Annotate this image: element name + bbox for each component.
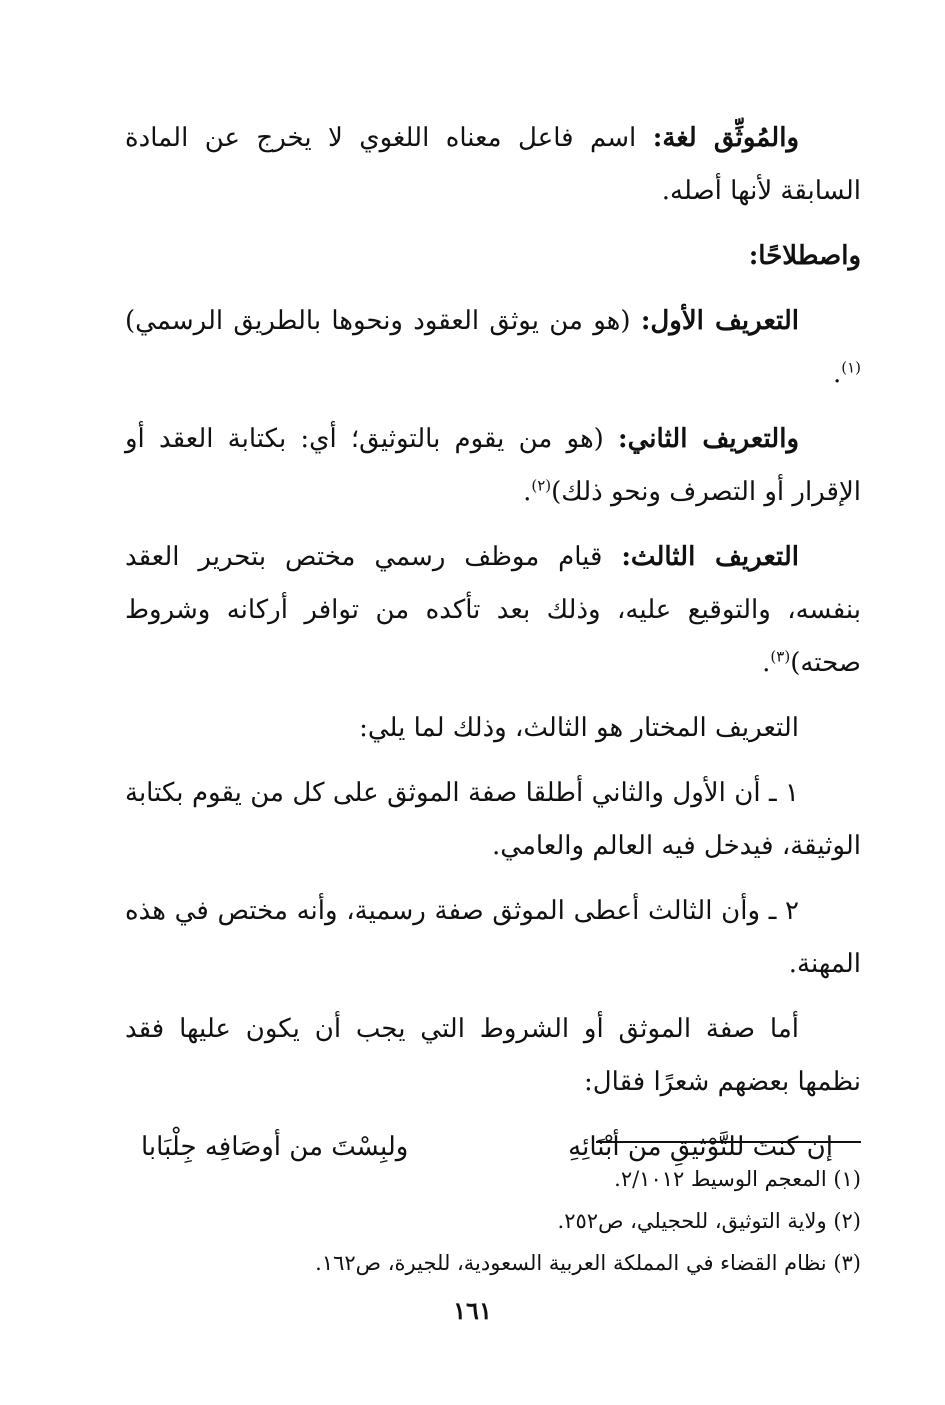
paragraph-text: ٢ ـ وأن الثالث أعطى الموثق صفة رسمية، وأنه مختص في هذه المهنة. (125, 896, 861, 979)
paragraph-text: قيام موظف رسمي مختص بتحرير العقد بنفسه، والتوقيع عليه، وذلك بعد تأكده من توافر أركانه وشروط صحته) (125, 542, 861, 678)
footnote-3: (٣) نظام القضاء في المملكة العربية السعودية، للجيرة، ص١٦٢. (315, 1251, 861, 1275)
paragraph-end: . (762, 648, 771, 678)
term-label: والتعريف الثاني: (618, 424, 800, 454)
paragraph-istilahan (125, 230, 861, 283)
footnote-ref: (١) (841, 358, 861, 377)
term-label: والمُوثِّق لغة: (652, 123, 800, 153)
term-label: التعريف الثالث: (621, 542, 799, 572)
verse-second-hemistich: ولبِسْتَ من أوصَافِه جِلْبَابا (141, 1132, 409, 1162)
section-heading: واصطلاحًا: (748, 241, 861, 271)
paragraph-reason-2 (125, 885, 861, 991)
paragraph-text: التعريف المختار هو الثالث، وذلك لما يلي: (359, 713, 799, 743)
paragraph-definition-2 (125, 413, 861, 519)
page-number: ١٦١ (453, 1296, 492, 1325)
paragraph-definition-1 (125, 295, 861, 401)
footnote-2: (٢) ولاية التوثيق، للحجيلي، ص٢٥٢. (557, 1209, 861, 1233)
paragraph-end: . (523, 477, 532, 507)
paragraph-reason-1 (125, 767, 861, 873)
paragraph-poem-intro (125, 1003, 861, 1109)
footnote-ref: (٣) (770, 647, 791, 666)
main-text (125, 112, 861, 1174)
paragraph-text: (هو من يوثق العقود ونحوها بالطريق الرسمي) (125, 306, 631, 336)
paragraph-text: (هو من يقوم بالتوثيق؛ أي: بكتابة العقد أو الإقرار أو التصرف ونحو ذلك) (125, 424, 861, 507)
paragraph-end: . (832, 359, 842, 389)
paragraph-definition-3 (125, 531, 861, 690)
verse-first-hemistich: إن كنتَ للتَّوْثيقِ من أبْنَائِهِ (568, 1132, 833, 1162)
paragraph-text: أما صفة الموثق أو الشروط التي يجب أن يكون عليها فقد نظمها بعضهم شعرًا فقال: (125, 1014, 861, 1097)
footnotes (125, 1158, 861, 1284)
footnote-1: (١) المعجم الوسيط ٢/١٠١٢. (614, 1167, 861, 1191)
footnote-separator (596, 1141, 861, 1143)
term-label: التعريف الأول: (640, 306, 799, 336)
paragraph-chosen-definition (125, 702, 861, 755)
paragraph-text: اسم فاعل معناه اللغوي لا يخرج عن المادة السابقة لأنها أصله. (125, 123, 861, 206)
footnote-ref: (٢) (531, 476, 552, 495)
paragraph-muwaththiq-lugha (125, 112, 861, 218)
paragraph-text: ١ ـ أن الأول والثاني أطلقا صفة الموثق على كل من يقوم بكتابة الوثيقة، فيدخل فيه العالم والعامي. (125, 778, 861, 861)
